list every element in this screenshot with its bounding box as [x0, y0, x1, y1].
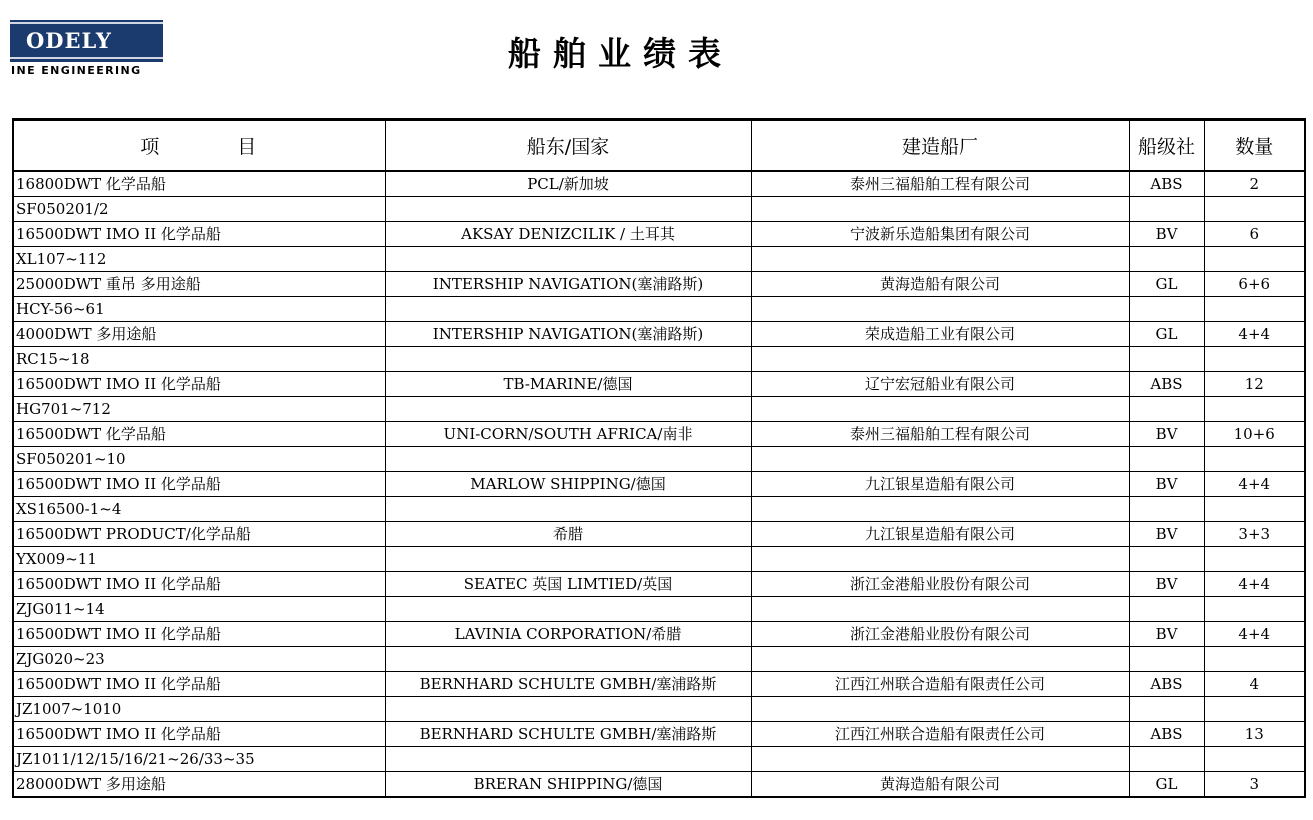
cell-class: BV: [1129, 472, 1204, 497]
cell-shipyard: [751, 647, 1129, 672]
logo-stripe-top: [10, 22, 163, 24]
cell-owner: UNI-CORN/SOUTH AFRICA/南非: [385, 422, 751, 447]
cell-owner: [385, 647, 751, 672]
cell-shipyard: [751, 297, 1129, 322]
cell-item: 16800DWT 化学品船: [13, 171, 385, 197]
cell-shipyard: [751, 397, 1129, 422]
cell-shipyard: [751, 247, 1129, 272]
cell-quantity: 6: [1204, 222, 1305, 247]
cell-owner: SEATEC 英国 LIMTIED/英国: [385, 572, 751, 597]
cell-class: [1129, 297, 1204, 322]
table-body: [13, 171, 1305, 797]
cell-quantity: 3: [1204, 772, 1305, 798]
table-row: [13, 622, 1305, 647]
cell-item: ZJG011~14: [13, 597, 385, 622]
cell-item: 16500DWT IMO II 化学品船: [13, 572, 385, 597]
cell-quantity: [1204, 197, 1305, 222]
table-row: [13, 697, 1305, 722]
cell-owner: [385, 547, 751, 572]
table-header-row: [13, 120, 1305, 172]
cell-class: BV: [1129, 222, 1204, 247]
cell-shipyard: [751, 697, 1129, 722]
cell-class: [1129, 497, 1204, 522]
cell-quantity: 12: [1204, 372, 1305, 397]
cell-item: SF050201/2: [13, 197, 385, 222]
cell-class: [1129, 447, 1204, 472]
table-row: [13, 322, 1305, 347]
cell-owner: AKSAY DENIZCILIK / 土耳其: [385, 222, 751, 247]
cell-owner: [385, 247, 751, 272]
cell-shipyard: 宁波新乐造船集团有限公司: [751, 222, 1129, 247]
cell-class: ABS: [1129, 722, 1204, 747]
cell-quantity: [1204, 647, 1305, 672]
cell-owner: INTERSHIP NAVIGATION(塞浦路斯): [385, 272, 751, 297]
cell-quantity: 4+4: [1204, 322, 1305, 347]
cell-class: BV: [1129, 622, 1204, 647]
logo-subtitle: INE ENGINEERING: [11, 64, 142, 77]
table-row: [13, 547, 1305, 572]
cell-shipyard: 江西江州联合造船有限责任公司: [751, 722, 1129, 747]
cell-class: BV: [1129, 522, 1204, 547]
cell-class: GL: [1129, 772, 1204, 798]
cell-item: JZ1007~1010: [13, 697, 385, 722]
cell-class: ABS: [1129, 372, 1204, 397]
cell-shipyard: [751, 447, 1129, 472]
table-row: [13, 297, 1305, 322]
cell-shipyard: 黄海造船有限公司: [751, 272, 1129, 297]
table-row: [13, 222, 1305, 247]
cell-class: [1129, 347, 1204, 372]
cell-class: [1129, 597, 1204, 622]
cell-class: [1129, 397, 1204, 422]
cell-shipyard: 九江银星造船有限公司: [751, 522, 1129, 547]
cell-item: 25000DWT 重吊 多用途船: [13, 272, 385, 297]
cell-owner: [385, 197, 751, 222]
cell-owner: 希腊: [385, 522, 751, 547]
table-row: [13, 347, 1305, 372]
table-row: [13, 497, 1305, 522]
cell-owner: [385, 697, 751, 722]
header-quantity: 数量: [1204, 120, 1305, 172]
cell-class: [1129, 197, 1204, 222]
cell-item: 16500DWT IMO II 化学品船: [13, 472, 385, 497]
table-row: [13, 672, 1305, 697]
cell-quantity: [1204, 247, 1305, 272]
cell-quantity: 10+6: [1204, 422, 1305, 447]
cell-shipyard: [751, 497, 1129, 522]
cell-shipyard: 泰州三福船舶工程有限公司: [751, 422, 1129, 447]
cell-item: YX009~11: [13, 547, 385, 572]
cell-quantity: [1204, 347, 1305, 372]
cell-class: ABS: [1129, 672, 1204, 697]
cell-owner: BRERAN SHIPPING/德国: [385, 772, 751, 798]
cell-item: 16500DWT IMO II 化学品船: [13, 222, 385, 247]
logo-banner: [10, 20, 163, 62]
table-row: [13, 272, 1305, 297]
cell-quantity: 6+6: [1204, 272, 1305, 297]
cell-owner: INTERSHIP NAVIGATION(塞浦路斯): [385, 322, 751, 347]
cell-quantity: 4: [1204, 672, 1305, 697]
cell-owner: BERNHARD SCHULTE GMBH/塞浦路斯: [385, 722, 751, 747]
cell-quantity: [1204, 697, 1305, 722]
table-row: [13, 422, 1305, 447]
cell-item: 16500DWT IMO II 化学品船: [13, 372, 385, 397]
cell-shipyard: [751, 197, 1129, 222]
header-shipyard: 建造船厂: [751, 120, 1129, 172]
cell-owner: [385, 447, 751, 472]
cell-shipyard: 九江银星造船有限公司: [751, 472, 1129, 497]
cell-owner: [385, 497, 751, 522]
cell-quantity: [1204, 747, 1305, 772]
cell-class: [1129, 547, 1204, 572]
table-row: [13, 747, 1305, 772]
page-title: 船舶业绩表: [508, 34, 733, 73]
cell-quantity: 4+4: [1204, 622, 1305, 647]
cell-owner: BERNHARD SCHULTE GMBH/塞浦路斯: [385, 672, 751, 697]
cell-class: [1129, 747, 1204, 772]
table-row: [13, 572, 1305, 597]
cell-class: GL: [1129, 322, 1204, 347]
cell-class: [1129, 697, 1204, 722]
cell-shipyard: [751, 547, 1129, 572]
table-row: [13, 397, 1305, 422]
cell-quantity: [1204, 497, 1305, 522]
cell-shipyard: 荣成造船工业有限公司: [751, 322, 1129, 347]
cell-shipyard: 泰州三福船舶工程有限公司: [751, 171, 1129, 197]
cell-item: 16500DWT PRODUCT/化学品船: [13, 522, 385, 547]
table-row: [13, 197, 1305, 222]
cell-item: RC15~18: [13, 347, 385, 372]
cell-quantity: [1204, 447, 1305, 472]
cell-shipyard: 浙江金港船业股份有限公司: [751, 622, 1129, 647]
cell-item: 16500DWT IMO II 化学品船: [13, 622, 385, 647]
table-row: [13, 247, 1305, 272]
cell-quantity: 2: [1204, 171, 1305, 197]
cell-quantity: [1204, 547, 1305, 572]
cell-owner: [385, 297, 751, 322]
table-row: [13, 597, 1305, 622]
logo-main-text: ODELY: [26, 28, 112, 53]
cell-item: XL107~112: [13, 247, 385, 272]
cell-quantity: [1204, 597, 1305, 622]
cell-owner: TB-MARINE/德国: [385, 372, 751, 397]
cell-quantity: 4+4: [1204, 472, 1305, 497]
cell-shipyard: 江西江州联合造船有限责任公司: [751, 672, 1129, 697]
table-row: [13, 472, 1305, 497]
header-class: 船级社: [1129, 120, 1204, 172]
table-row: [13, 447, 1305, 472]
cell-owner: [385, 597, 751, 622]
cell-shipyard: [751, 347, 1129, 372]
cell-quantity: [1204, 297, 1305, 322]
performance-table: [12, 118, 1306, 798]
table-row: [13, 722, 1305, 747]
cell-quantity: 3+3: [1204, 522, 1305, 547]
cell-owner: PCL/新加坡: [385, 171, 751, 197]
table-row: [13, 171, 1305, 197]
cell-shipyard: 浙江金港船业股份有限公司: [751, 572, 1129, 597]
cell-owner: MARLOW SHIPPING/德国: [385, 472, 751, 497]
table-row: [13, 647, 1305, 672]
cell-quantity: [1204, 397, 1305, 422]
company-logo: [10, 20, 164, 78]
cell-item: 4000DWT 多用途船: [13, 322, 385, 347]
cell-owner: LAVINIA CORPORATION/希腊: [385, 622, 751, 647]
cell-item: HG701~712: [13, 397, 385, 422]
cell-item: HCY-56~61: [13, 297, 385, 322]
cell-quantity: 13: [1204, 722, 1305, 747]
cell-shipyard: 黄海造船有限公司: [751, 772, 1129, 798]
cell-item: 16500DWT IMO II 化学品船: [13, 722, 385, 747]
header-owner: 船东/国家: [385, 120, 751, 172]
cell-item: ZJG020~23: [13, 647, 385, 672]
cell-shipyard: [751, 597, 1129, 622]
cell-item: 16500DWT IMO II 化学品船: [13, 672, 385, 697]
cell-owner: [385, 347, 751, 372]
cell-item: 16500DWT 化学品船: [13, 422, 385, 447]
cell-class: BV: [1129, 422, 1204, 447]
table-row: [13, 522, 1305, 547]
table-row: [13, 772, 1305, 798]
cell-class: ABS: [1129, 171, 1204, 197]
table-row: [13, 372, 1305, 397]
cell-quantity: 4+4: [1204, 572, 1305, 597]
logo-stripe-bottom: [10, 57, 163, 59]
cell-item: SF050201~10: [13, 447, 385, 472]
cell-owner: [385, 397, 751, 422]
cell-class: [1129, 647, 1204, 672]
cell-item: JZ1011/12/15/16/21~26/33~35: [13, 747, 385, 772]
cell-class: GL: [1129, 272, 1204, 297]
cell-class: [1129, 247, 1204, 272]
cell-class: BV: [1129, 572, 1204, 597]
cell-shipyard: 辽宁宏冠船业有限公司: [751, 372, 1129, 397]
cell-shipyard: [751, 747, 1129, 772]
cell-item: 28000DWT 多用途船: [13, 772, 385, 798]
cell-item: XS16500-1~4: [13, 497, 385, 522]
header-item: 项 目: [13, 120, 385, 172]
cell-owner: [385, 747, 751, 772]
